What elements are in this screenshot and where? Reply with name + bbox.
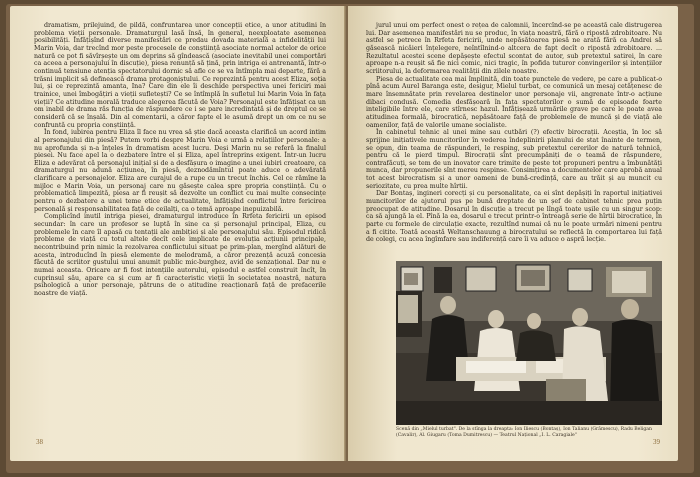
right-page-text xyxy=(366,22,662,260)
scene-photo xyxy=(396,261,662,425)
paragraph: În cabinetul tehnic al unei mine sau cutbări (?) efectiv birocrații. Aceștia, în loc să sprijine inițiativele muncitorilor în vederea îndeplinirii planului de stat înainte de termen, se opun, din teama de răspunderi, le resping, sub pretextul cererilor de natură tehnică, pentru că le pierd timpul. Birocrații sînt precumpăniți de o teamă de răspundere, contrafăcuți, se tem de un inovator care trimite de peste tot propuneri pentru a îmbunătăți munca, dar propunerile sînt mereu respinse. Consimțirea a documentelor care aprobă anual tot acest birocratism și a unor oameni de bună-credință, care au trăit și au muncit cu seriozitate, cu prea multe hîrtii. xyxy=(366,129,662,190)
paragraph: dramatism, prilejuind, de pildă, confruntarea unor concepții etice, a unor atitudini în problema vieții personale. Dramaturgul lasă însă, în general, neexploatate asemenea posibilități. Înfățișînd diverse manifestări ce predau dovada materială a infidelității lui Marin Voia, dar trecînd mor peste procesele de conștiință asociate normal actelor de orice natură ce pot fi săvîrșește un om deprins să gîndească (asociate inevitabil unei comportări ca aceea a personajului în discuție), piesa renunță să țină, prin intriga ei antrenantă, într-o continuă tensiune atenția spectatorului dornic să afle ce se va întîmpla mai departe, fără a trăsni implicit să definească drama protagoniștului. Ce reprezintă pentru acest Eliza, soția lui, și ce reprezintă amanta, Ina? Care din ele îi deschide perspectiva unei fericiri mai trainice, unei îmbogățiri a vieții sufletești? Ce se întîmplă în sufletul lui Marin Voia în fața vieții? Ce atitudine morală traduce alegerea făcută de Voia? Personajul este înfățișat ca un om inabil de drama răs funcția de răspundere ce i se pare incredintată și de dreptul ce se consideră că se înșală. Din al comentarii, a căror fapte el le asumă drept un om ce nu se confruntă cu propria conștiință. xyxy=(34,22,326,129)
paragraph: Dar Bontaș, ingineri corecți și cu personalitate, ca ei sînt depășiți în raportul inițiativei muncitorilor de ajutorul pus pe bună dreptate de un șef de cabinet tehnic prea puțin preocupat de atitudine. Dosarul în discuție a trecut pe lîngă toate ușile cu un singur scop: ca să ajungă la el. Pînă la ea, dosarul e trecut printr-o întreagă serie de hîrtii birocratice, în parte cu formele de circulație exacte, rezultînd numai că nu le poate urmări nimeni pentru a fi citite. Toată această Weltanschauung a birocratului se reflectă în comportarea lui față de colegi, cu acea îngîmfare sau indiferență care îi va aduce o aspră lecție. xyxy=(366,190,662,244)
photo-caption: Scenă din „Mielul turbat". De la stînga la dreapta: Ion Iliescu (Bontaș), Ion Talianu (Grămescu), Radu Beligan (Cavalir), Al. Giugaru (Toma Dumitrescu) — Teatrul Național „I. L. Caragiale" xyxy=(396,427,652,438)
paragraph: jurul unui om perfect onest o rețea de calomnii, încercînd-se pe această cale distrugerea lui. Dar asemenea manifestări nu se produc, în viața noastră, fără o ripostă zdrobitoare. Nu astfel se petrece în Rrfeta fericirii, unde nepăsătoarea piesă ne arată fără ca Andrei să găsească nicăieri înțelegere, neîntîlnind-o altcera de fapt decît o ripostă zdrobitoare. ... Rezultatul acestei scene depășește efectul scontat de autor, sub pretextul satirei, în care aproape n-a reușit să fie nici comic, nici tragic, în pofida tuturor convingerilor și intențiilor scriitorului, la deformarea realității din zilele noastre. xyxy=(366,22,662,75)
scene-photo-image xyxy=(396,261,662,425)
paragraph: Complicînd inutil intriga piesei, dramaturgul introduce în Rrfeta fericirii un episod secundar: în care un profesor se luptă în sine ca și personajul principal, Eliza, cu problemele în care îl apasă cu tentații ale ambiției și ale personajului său. Episodul ridică probleme de viață cu totul altele decît cele implicate de evoluția acțiunii principale, necontribuind prin nimic la rezolvarea conflictului situat pe prim-plan, mergînd alături de acesta, introducînd în piesă elemente de melodramă, a căror prezență acuză concesia făcută de scriitor gustului unui anumit public mic-burghez, avid de senzațional. Dar nu e numai aceasta. Oricare ar fi fost intențiile autorului, episodul e astfel construit încît, în cuprinsul său, apare ca și cum ar fi caracteristic vieții în societatea noastră, natura psihologică a unor personaje, pătruns de o atitudine reacționară față de prefacerile noastre de viață. xyxy=(34,213,326,297)
left-page xyxy=(10,6,346,461)
paragraph: Piesa de actualitate cea mai împlinită, din toate punctele de vedere, pe care a publicat-o pînă acum Aurel Baranga este, desigur, Mielul turbat, ce comunică un mesaj cetățenesc de mare însemnătate prin revelarea destinelor unor personaje vii, angrenate într-o acțiune dibaci condusă. Comedia desfășoară în fața spectatorilor o sumă de episoade foarte inteligibile între ele, care stîrnesc hazul. Înfățișează urmările grave pe care le poate avea atitudinea formală, birocratică, nepăsătoare față de problemele de muncă și de viață ale oamenilor, față de valorile umane socialiste. xyxy=(366,75,662,129)
right-page xyxy=(348,6,678,461)
left-page-text xyxy=(34,22,326,432)
page-number: 38 xyxy=(36,438,43,446)
page-number: 39 xyxy=(653,438,660,446)
paragraph: În fond, iubirea pentru Eliza îl face nu vrea să știe dacă aceasta clarifică un acord intim al personajului din piesă? Putem vorbi despre Marin Voia e urmă a relațiilor personale: a nu aprofunda și n-a înțeles în dramatism acest lucru. Deși Marin nu se referă la finalul piesei. Nu face apel la o dezbatere între el și Eliza, apel întreprins exigent. Într-un lucru Eliza e adevărat că personajul inițial și de a desfășura o imagine a unei iubiri creatoare, ca dramaturgul nu adună acțiunea, în piesă, deznodămîntul poate aduce o adevărată clarificare a personajelor. Eliza are curajul de a rupe cu un trecut închis. Cel ce rămîne la mijloc e Marin Voia, un personaj care nu găsește calea spre propria conștiință. Cu o problematică limpezită, piesa ar fi reușit să dezvolte un conflict cu mai multe consecințe pentru o dezbatere a unei teme eticе de actualitate, înfățișînd conflictul între fericirea personală și responsabilitatea față de ceilalți, ca o temă aproape inepuizabilă. xyxy=(34,129,326,213)
